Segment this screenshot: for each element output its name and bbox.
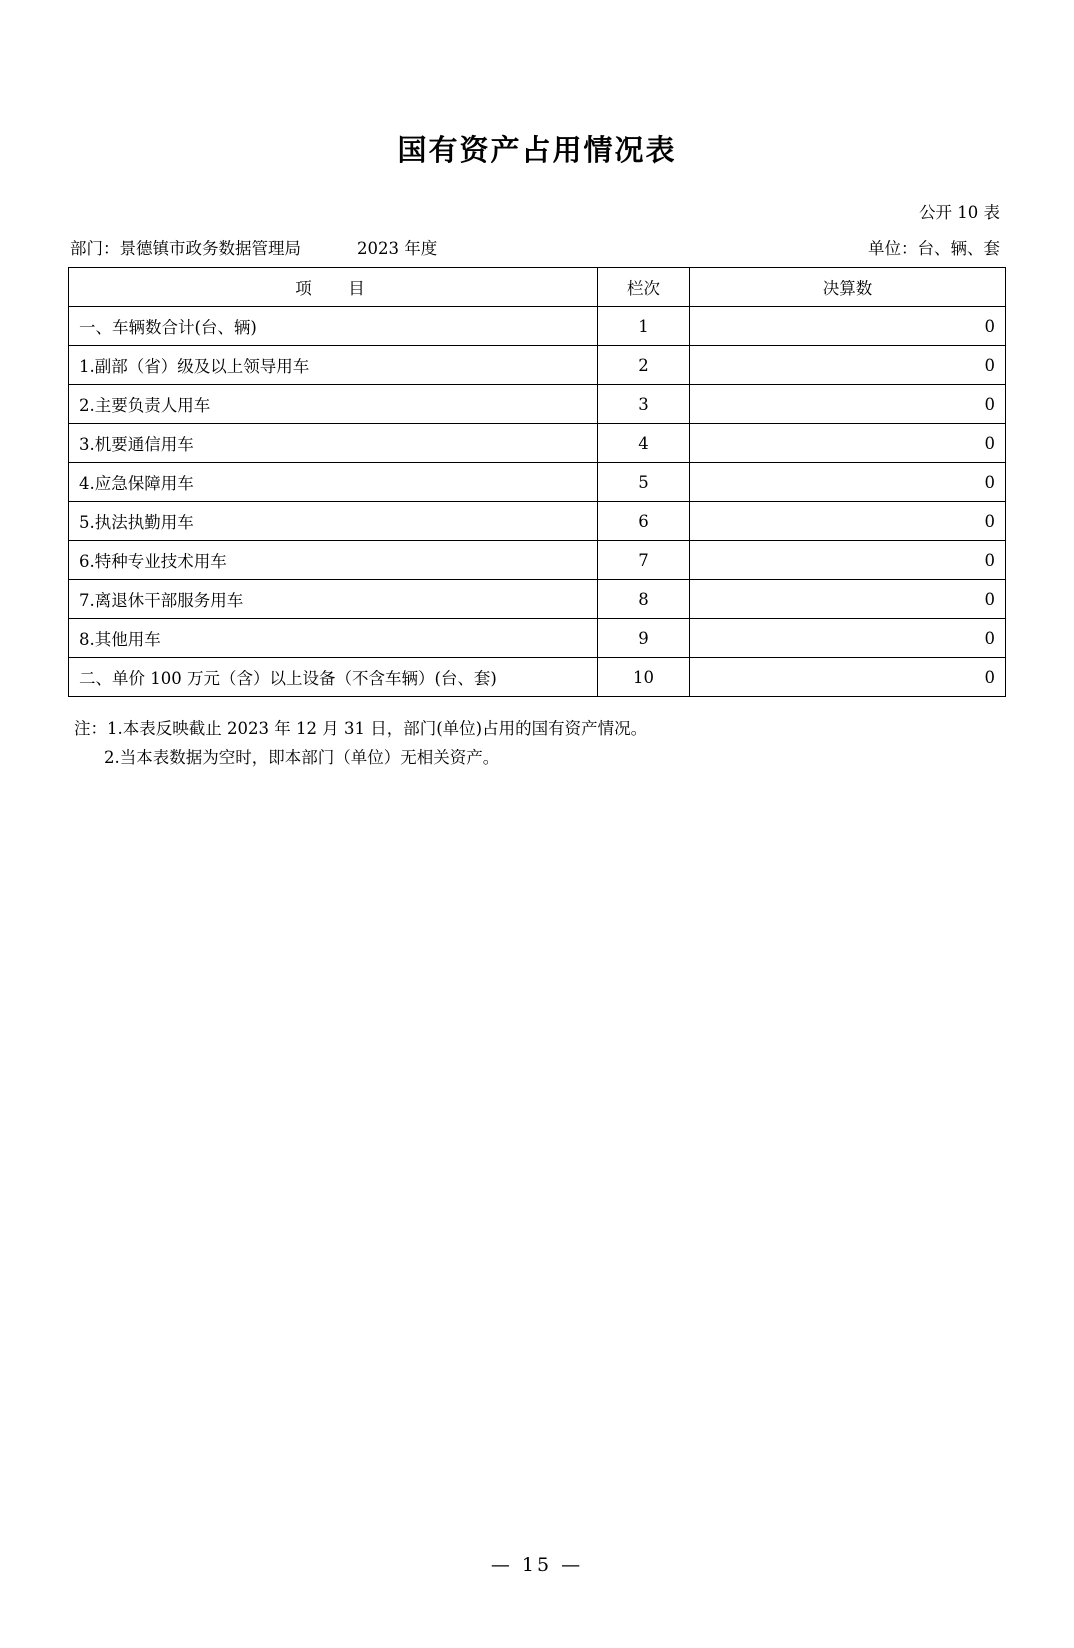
table-meta-row [68,235,1006,259]
table-row [69,424,1006,463]
table-row [69,502,1006,541]
row-value: 0 [690,541,1006,580]
row-item-label: 8.其他用车 [69,619,598,658]
department-label: 部门：景德镇市政务数据管理局 [70,239,301,258]
row-item-label: 4.应急保障用车 [69,463,598,502]
table-header-row [69,268,1006,307]
page-title: 国有资产占用情况表 [397,133,677,167]
row-value: 0 [690,463,1006,502]
column-header-value: 决算数 [690,268,1006,307]
row-item-label: 二、单价 100 万元（含）以上设备（不含车辆）(台、套) [69,658,598,697]
row-item-label: 一、车辆数合计(台、辆) [69,307,598,346]
column-header-item: 项 目 [69,268,598,307]
document-page [0,128,1074,1648]
note-line-1: 注：1.本表反映截止 2023 年 12 月 31 日，部门(单位)占用的国有资产情况。 [74,719,648,738]
row-item-label: 7.离退休干部服务用车 [69,580,598,619]
table-row [69,541,1006,580]
row-value: 0 [690,385,1006,424]
column-header-line: 栏次 [598,268,690,307]
row-value: 0 [690,580,1006,619]
row-value: 0 [690,307,1006,346]
form-code: 公开 10 表 [919,203,1000,222]
row-value: 0 [690,658,1006,697]
row-value: 0 [690,346,1006,385]
row-line-number: 4 [598,424,690,463]
row-line-number: 5 [598,463,690,502]
year-label: 2023 年度 [357,239,438,258]
row-line-number: 9 [598,619,690,658]
row-item-label: 2.主要负责人用车 [69,385,598,424]
table-row [69,385,1006,424]
row-value: 0 [690,619,1006,658]
table-row [69,307,1006,346]
row-line-number: 3 [598,385,690,424]
row-line-number: 10 [598,658,690,697]
table-notes [68,715,1006,773]
row-item-label: 6.特种专业技术用车 [69,541,598,580]
note-line-2: 2.当本表数据为空时，即本部门（单位）无相关资产。 [104,747,500,767]
row-item-label: 3.机要通信用车 [69,424,598,463]
table-row [69,580,1006,619]
row-line-number: 8 [598,580,690,619]
asset-occupancy-table [68,267,1006,697]
row-value: 0 [690,424,1006,463]
row-line-number: 7 [598,541,690,580]
table-row [69,346,1006,385]
row-line-number: 6 [598,502,690,541]
table-row [69,463,1006,502]
table-row [69,658,1006,697]
page-number: — 15 — [490,1554,584,1576]
row-line-number: 1 [598,307,690,346]
row-item-label: 1.副部（省）级及以上领导用车 [69,346,598,385]
row-item-label: 5.执法执勤用车 [69,502,598,541]
unit-label: 单位：台、辆、套 [868,239,1000,258]
row-line-number: 2 [598,346,690,385]
table-row [69,619,1006,658]
row-value: 0 [690,502,1006,541]
